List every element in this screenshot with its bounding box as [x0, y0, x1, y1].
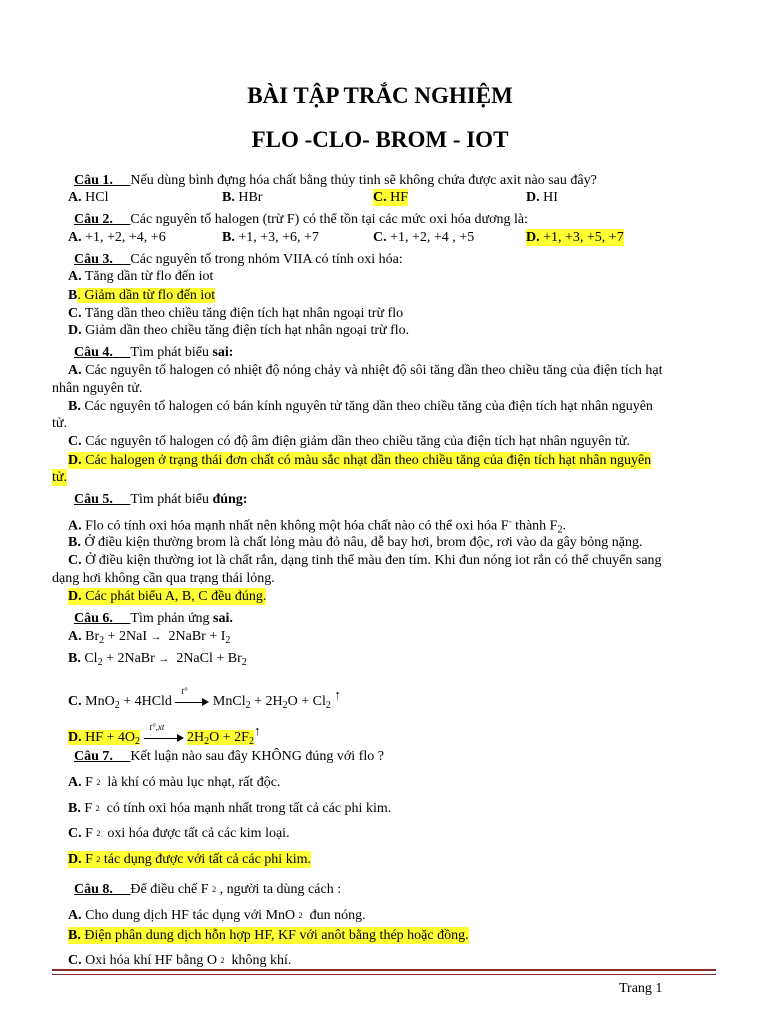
question-5: Câu 5. Tìm phát biểu đúng:: [74, 492, 248, 507]
q1-option-a: A. HCl: [68, 190, 109, 205]
q2-option-a: A. +1, +2, +4, +6: [68, 230, 166, 245]
q6-option-b: B. $Cl_2$ + 2NaBr → 2NaCl + $Br_2$: [68, 651, 247, 668]
q6-option-c: C. MnO$_2$ + 4HCld t° MnCl$_2$ + $2H_2O + Cl_2$ ↑: [68, 685, 341, 711]
question-7: Câu 7. Kết luận nào sau đây KHÔNG đúng với flo ?: [74, 749, 384, 764]
q5-option-d: D. Các phát biểu A, B, C đều đúng.: [68, 589, 267, 604]
q5-option-a: A. Flo có tính oxi hóa mạnh nhất nên không một hóa chất nào có thể oxi hóa F- thành $F_2$.: [68, 516, 566, 536]
q3-option-a: A. Tăng dần từ flo đến iot: [68, 269, 214, 284]
question-3: Câu 3. Các nguyên tố trong nhóm VIIA có tính oxi hóa:: [74, 252, 403, 267]
q3-option-c: C. Tăng dần theo chiều tăng điện tích hạt nhân ngoại trừ flo: [68, 306, 404, 321]
question-8: Câu 8. Để điều chế F 2 , người ta dùng cách :: [74, 882, 342, 897]
q8-option-a: A. Cho dung dịch HF tác dụng với MnO 2 đun nóng.: [68, 908, 366, 923]
footer-rule-thin: [52, 974, 716, 975]
q4-option-d: D. Các halogen ở trạng thái đơn chất có màu sắc nhạt dần theo chiều tăng của điện tích hạt nhân nguyên: [68, 453, 652, 468]
q6-option-a: A. $Br_2 + 2NaI$ → 2NaBr + $I_2$: [68, 629, 231, 646]
reaction-arrow-d: t°,xt: [144, 731, 184, 745]
q2-option-c: C. +1, +2, +4 , +5: [373, 230, 475, 245]
page-title: BÀI TẬP TRẮC NGHIỆM: [247, 83, 513, 108]
q7-option-d: D. F 2 tác dụng được với tất cả các phi kim.: [68, 852, 311, 867]
q7-option-c: C. F 2 oxi hóa được tất cả các kim loại.: [68, 826, 290, 841]
q5-option-b: B. Ở điều kiện thường brom là chất lỏng màu đỏ nâu, dễ bay hơi, brom độc, rơi vào da gây bỏng nặng.: [68, 535, 643, 550]
q7-option-b: B. F 2 có tính oxi hóa mạnh nhất trong tất cả các phi kim.: [68, 801, 392, 816]
question-4: Câu 4. Tìm phát biểu sai:: [74, 345, 234, 360]
q6-option-d: D. HF + $4O_2$ t°,xt $2H_2O$ + $2F_2↑$: [68, 721, 261, 747]
page-number: Trang 1: [619, 981, 663, 996]
q4-option-a: A. Các nguyên tố halogen có nhiệt độ nóng chảy và nhiệt độ sôi tăng dần theo chiều tăng của điện tích hạt: [68, 363, 663, 378]
footer-rule: [52, 969, 716, 971]
q7-option-a: A. F 2 là khí có màu lục nhạt, rất độc.: [68, 775, 281, 790]
q2-option-d: D. +1, +3, +5, +7: [526, 230, 624, 245]
q8-option-b: B. Điện phân dung dịch hỗn hợp HF, KF với anôt bằng thép hoặc đồng.: [68, 928, 469, 943]
q4-option-a-cont: nhân nguyên tử.: [52, 381, 143, 396]
q4-option-b: B. Các nguyên tố halogen có bán kính nguyên tử tăng dần theo chiều tăng của điện tích hạt nhân nguyên: [68, 399, 653, 414]
q4-option-c: C. Các nguyên tố halogen có độ âm điện giảm dần theo chiều tăng của điện tích hạt nhân nguyên tử.: [68, 434, 630, 449]
question-6: Câu 6. Tìm phản ứng sai.: [74, 611, 233, 626]
q8-option-c: C. Oxi hóa khí HF bằng O 2 không khí.: [68, 953, 292, 968]
question-2: Câu 2. Các nguyên tố halogen (trừ F) có thể tồn tại các mức oxi hóa dương là:: [74, 212, 528, 227]
page-subtitle: FLO -CLO- BROM - IOT: [251, 127, 509, 152]
reaction-arrow-c: t°: [175, 695, 209, 709]
q2-option-b: B. +1, +3, +6, +7: [222, 230, 319, 245]
q4-option-b-cont: tử.: [52, 416, 67, 431]
question-1: Câu 1. Nếu dùng bình đựng hóa chất bằng thủy tinh sẽ không chứa được axit nào sau đây?: [74, 173, 597, 188]
q5-option-c-cont: dạng hơi không cần qua trạng thái lỏng.: [52, 571, 275, 586]
q1-option-c: C. HF: [373, 190, 409, 205]
q1-option-d: D. HI: [526, 190, 558, 205]
q3-option-b: B. Giảm dần từ flo đến iot: [68, 288, 216, 303]
q4-option-d-cont: tử.: [52, 470, 67, 485]
q3-option-d: D. Giảm dần theo chiều tăng điện tích hạt nhân ngoại trừ flo.: [68, 323, 410, 338]
q1-option-b: B. HBr: [222, 190, 263, 205]
q5-option-c: C. Ở điều kiện thường iot là chất rắn, dạng tinh thể màu đen tím. Khi đun nóng iot rắn có thể chuyển sang: [68, 553, 662, 568]
